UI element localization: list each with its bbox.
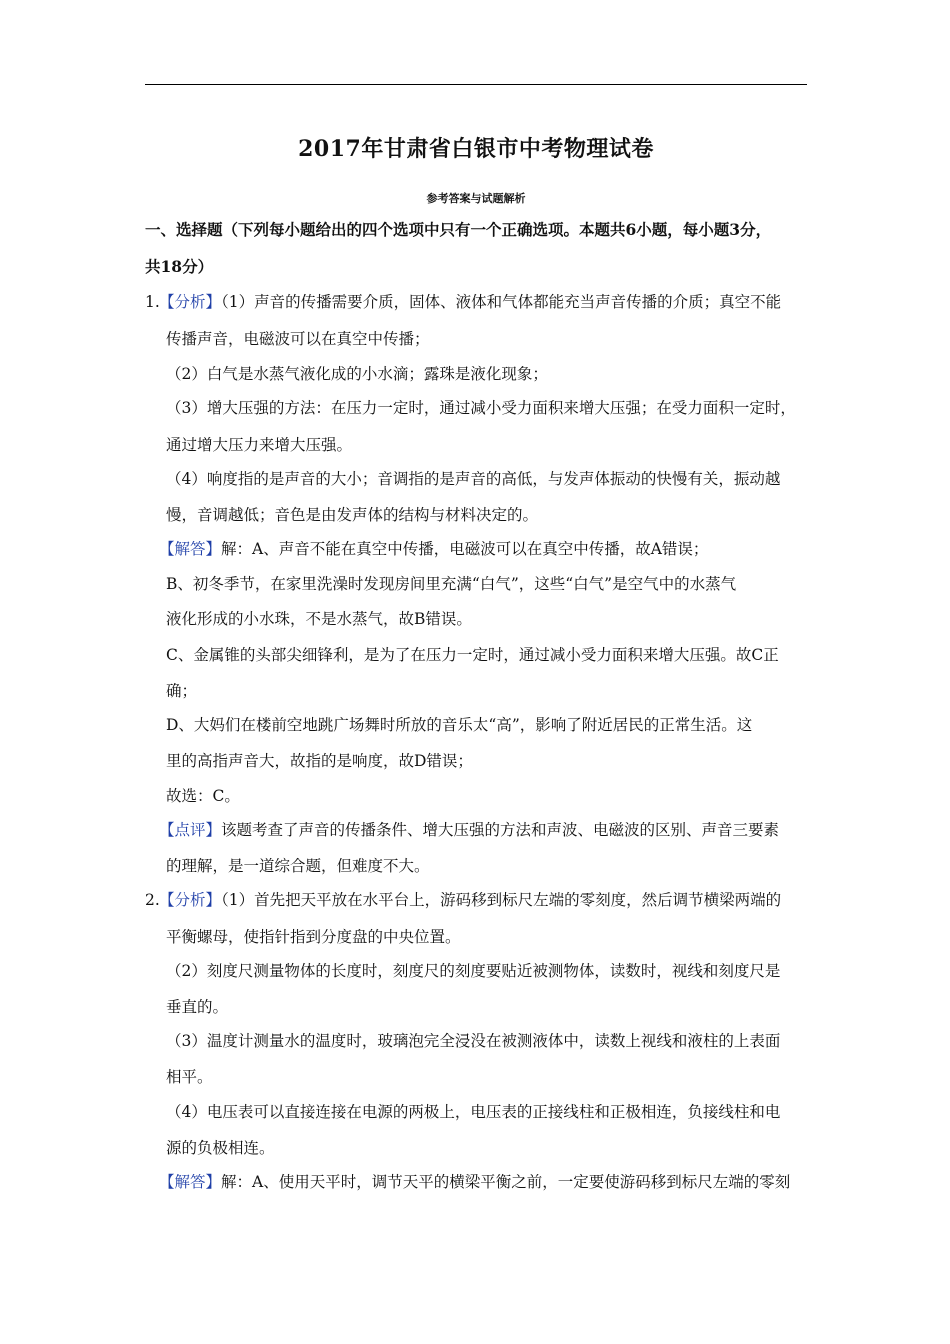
page-title: 2017年甘肃省白银市中考物理试卷: [298, 136, 654, 162]
answer-line: D、大妈们在楼前空地跳广场舞时所放的音乐太“高”，影响了附近居民的正常生活。这: [166, 716, 753, 734]
analysis-line: （4）电压表可以直接连接在电源的两极上，电压表的正接线柱和正极相连，负接线柱和电: [166, 1103, 781, 1121]
answer-line: 液化形成的小水珠，不是水蒸气，故B错误。: [166, 610, 472, 628]
answer-tag: 【解答】: [159, 1173, 222, 1191]
answer-line: 里的高指声音大，故指的是响度，故D错误；: [166, 752, 473, 770]
analysis-line: 传播声音，电磁波可以在真空中传播；: [166, 330, 430, 348]
section-header-line2: 共18分）: [145, 257, 214, 276]
answer-line: C、金属锥的头部尖细锋利，是为了在压力一定时，通过减小受力面积来增大压强。故C正: [166, 646, 779, 664]
analysis-line: 通过增大压力来增大压强。: [166, 436, 353, 454]
page-subtitle: 参考答案与试题解析: [426, 192, 526, 205]
analysis-text: （1）声音的传播需要介质，固体、液体和气体都能充当声音传播的介质；真空不能: [221, 293, 782, 311]
answer-line: [159, 1172, 790, 1192]
analysis-line: 慢，音调越低；音色是由发声体的结构与材料决定的。: [166, 506, 539, 524]
header-rule: [145, 84, 807, 85]
comment-line: 的理解，是一道综合题，但难度不大。: [166, 857, 430, 875]
analysis-tag: 【分析】: [159, 293, 222, 311]
section-header-line1: 一、选择题（下列每小题给出的四个选项中只有一个正确选项。本题共6小题，每小题3分，: [145, 220, 772, 239]
answer-text: 解：A、使用天平时，调节天平的横梁平衡之前，一定要使游码移到标尺左端的零刻: [221, 1173, 791, 1191]
answer-line: 故选：C。: [166, 787, 240, 805]
answer-line: 确；: [166, 682, 198, 700]
analysis-line: [159, 890, 781, 910]
answer-tag: 【解答】: [159, 540, 222, 558]
comment-tag: 【点评】: [159, 821, 222, 839]
analysis-line: 相平。: [166, 1068, 213, 1086]
analysis-text: （1）首先把天平放在水平台上，游码移到标尺左端的零刻度，然后调节横梁两端的: [221, 891, 782, 909]
question-number: 2.: [145, 891, 160, 909]
answer-text: 解：A、声音不能在真空中传播，电磁波可以在真空中传播，故A错误；: [221, 540, 709, 558]
analysis-line: [159, 292, 781, 312]
answer-line: B、初冬季节，在家里洗澡时发现房间里充满“白气”，这些“白气”是空气中的水蒸气: [166, 575, 737, 593]
question-number: 1.: [145, 293, 160, 311]
analysis-line: （3）增大压强的方法：在压力一定时，通过减小受力面积来增大压强；在受力面积一定时，: [166, 399, 796, 417]
analysis-line: 平衡螺母，使指针指到分度盘的中央位置。: [166, 928, 461, 946]
analysis-tag: 【分析】: [159, 891, 222, 909]
comment-text: 该题考查了声音的传播条件、增大压强的方法和声波、电磁波的区别、声音三要素: [221, 821, 780, 839]
analysis-line: （2）刻度尺测量物体的长度时，刻度尺的刻度要贴近被测物体，读数时，视线和刻度尺是: [166, 962, 781, 980]
analysis-line: （2）白气是水蒸气液化成的小水滴；露珠是液化现象；: [166, 365, 548, 383]
analysis-line: （3）温度计测量水的温度时，玻璃泡完全浸没在被测液体中，读数上视线和液柱的上表面: [166, 1032, 781, 1050]
analysis-line: （4）响度指的是声音的大小；音调指的是声音的高低，与发声体振动的快慢有关，振动越: [166, 470, 781, 488]
analysis-line: 源的负极相连。: [166, 1139, 275, 1157]
analysis-line: 垂直的。: [166, 998, 229, 1016]
comment-line: [159, 820, 779, 840]
answer-line: [159, 539, 708, 559]
